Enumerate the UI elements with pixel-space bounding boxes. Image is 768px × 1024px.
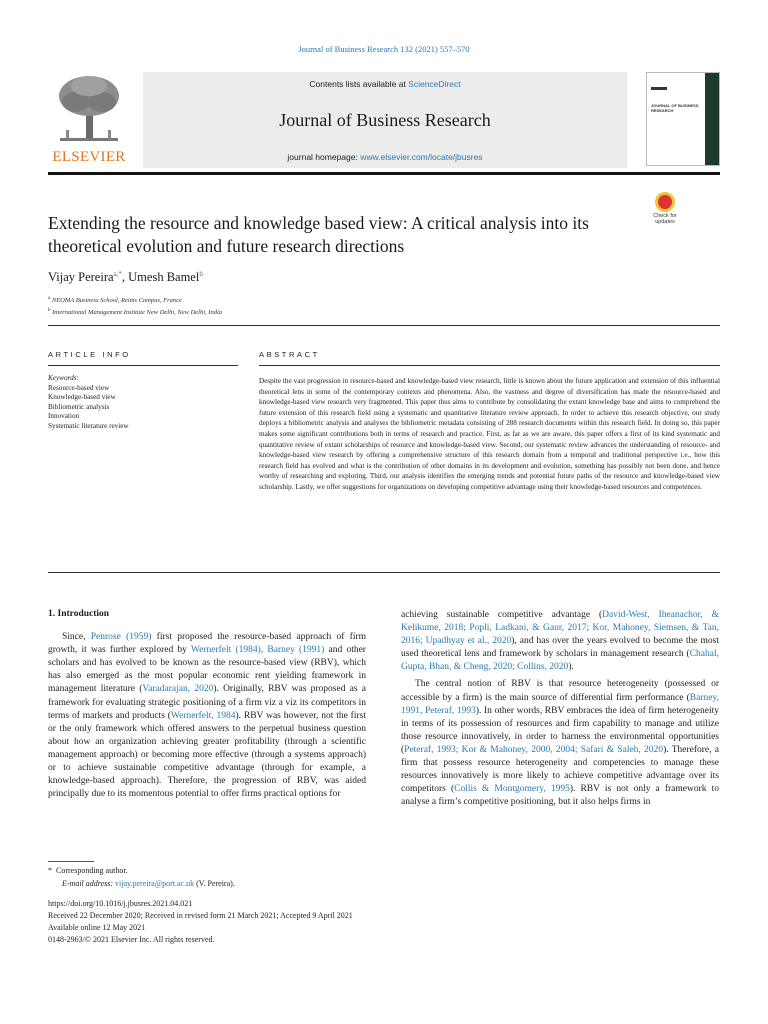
masthead	[48, 70, 720, 170]
text-run: The central notion of RBV is that resource heterogeneity (possessed or accessible by a firm) is the main source of differential firm performance (	[401, 679, 719, 703]
text-run: and other scholars and has evolved to be known as the resource-based view (RBV), which has also emerged as the most popular economic rent yielding framework in management literature (	[48, 645, 366, 695]
homepage-link[interactable]: www.elsevier.com/locate/jbusres	[360, 152, 483, 162]
author-superscript[interactable]: b	[199, 270, 203, 278]
text-run: ). Originally, RBV was proposed as a framework for evaluating strategic positioning of a firm viz a viz its competitors in terms of markets and products (	[48, 684, 366, 721]
journal-cover-thumbnail[interactable]	[646, 72, 720, 166]
citation-link[interactable]: Varadarajan, 2020	[142, 684, 214, 695]
crossmark-icon	[655, 192, 675, 212]
abstract-rule	[259, 365, 720, 366]
sciencedirect-link[interactable]: ScienceDirect	[408, 79, 461, 89]
article-title: Extending the resource and knowledge based view: A critical analysis into its theoretical evolution and future research directions	[48, 213, 589, 256]
affiliation-text: NEOMA Business School, Reims Campus, France	[51, 297, 182, 305]
article-info-heading: ARTICLE INFO	[48, 350, 131, 359]
corresponding-author-note	[48, 866, 128, 875]
text-run: ), and has over the years evolved to become the most used theoretical lens and framework by scholars in management research (	[401, 636, 719, 660]
publisher-name: ELSEVIER	[52, 149, 126, 165]
citation-link[interactable]: Barney, 1991, Peteraf, 1993	[401, 692, 719, 716]
citation-link[interactable]: Wernerfelt (1984), Barney (1991)	[190, 645, 325, 656]
copyright: 0148-2963/© 2021 Elsevier Inc. All rights reserved.	[48, 935, 215, 944]
cover-stripe	[705, 73, 719, 165]
journal-header-band	[143, 72, 627, 168]
citation-link[interactable]: Penrose (1959)	[90, 632, 152, 643]
text-run: ). Therefore, a firm that possess resource heterogeneity and competencies to manage these resources innovatively is more likely to achieve competitive advantage over its competitors (	[401, 744, 719, 795]
email-suffix: (V. Pereira).	[194, 879, 235, 888]
masthead-rule	[48, 172, 720, 175]
keyword-item: Systematic literature review	[48, 421, 129, 430]
affiliation	[48, 308, 222, 316]
cover-logo-bar	[651, 87, 667, 90]
affiliation-text: International Management Institute New Delhi, New Delhi, India	[52, 309, 223, 317]
elsevier-logo	[48, 72, 130, 168]
homepage-line	[143, 152, 627, 162]
email-label: E-mail address:	[62, 879, 116, 888]
citation-link[interactable]: Chahal, Gupta, Bhan, & Cheng, 2020; Collins, 2020	[401, 649, 719, 673]
article-info-rule	[48, 365, 238, 366]
text-run: ). RBV is not only a framework to analyse a firm’s competitive positioning, but it also helps firms in	[401, 784, 720, 808]
keyword-item: Knowledge-based view	[48, 393, 116, 402]
contents-prefix: Contents lists available at	[309, 79, 409, 89]
citation-link[interactable]: David-West, Iheanachor, & Kelikume, 2018; Popli, Ladkani, & Gaur, 2017; Kor, Mahoney, Siemsen, & Tan, 2016; Upadhyay et al., 2020	[401, 610, 719, 647]
tree-logo-icon	[56, 72, 122, 146]
keyword-item: Innovation	[48, 412, 80, 421]
text-run: ). In other words, RBV embraces the idea of firm heterogeneity in terms of its possession of resources and firm capability to manage and utilize those resource innovatively, in order to harness the environmental opportunities (	[401, 705, 719, 755]
cover-title: JOURNAL OF BUSINESS RESEARCH	[651, 103, 699, 113]
author-superscript[interactable]: a,*	[113, 270, 122, 278]
journal-citation[interactable]: Journal of Business Research 132 (2021) 557–570	[298, 44, 470, 54]
journal-title: Journal of Business Research	[279, 110, 491, 130]
text-run: first proposed the resource-based approach of firm growth, it was further explored by	[48, 632, 367, 656]
keywords-label: Keywords:	[48, 374, 79, 382]
citation-link[interactable]: Collis & Montgomery, 1995	[454, 784, 570, 795]
header-divider	[48, 325, 720, 326]
footnote-text: Corresponding author.	[56, 866, 128, 875]
section-heading-introduction: 1. Introduction	[48, 609, 110, 619]
keyword-item: Bibliometric analysis	[48, 402, 110, 411]
footnote-rule	[48, 861, 94, 862]
body-column-right	[401, 609, 719, 809]
contents-line	[143, 79, 627, 89]
paragraph	[48, 631, 366, 801]
received-dates: Received 22 December 2020; Received in revised form 21 March 2021; Accepted 9 April 2021	[48, 911, 353, 920]
footnote-mark: *	[48, 866, 52, 875]
author-name[interactable]: Umesh Bamel	[128, 270, 200, 285]
text-run: ). RBV was however, not the first or the only framework which offered answers to the perpetual business question about how an organization achieving greater profitability (through a scientific management approach) or becoming more effective (through a systems approach) or to achieve sustainable competitive advantage (through for example, a knowledge-based approach). Therefore, the progression of RBV, was aided principally due to its momentous potential to offer firms practical options for	[48, 710, 366, 800]
abstract-bottom-rule	[48, 572, 720, 573]
keywords-block	[48, 374, 238, 432]
affiliation	[48, 296, 182, 304]
text-run: achieving sustainable competitive advantage (	[401, 610, 603, 620]
email-link[interactable]: vijay.pereira@port.ac.uk	[115, 879, 195, 888]
available-online: Available online 12 May 2021	[48, 923, 146, 932]
affiliation-mark: b	[48, 308, 51, 313]
text-run: ).	[568, 662, 574, 673]
author-name[interactable]: Vijay Pereira	[48, 270, 114, 285]
paragraph	[401, 609, 719, 674]
citation-link[interactable]: Peteraf, 1993; Kor & Mahoney, 2000, 2004; Safari & Saleh, 2020	[404, 744, 664, 755]
keyword-item: Resource-based view	[48, 383, 110, 392]
check-for-updates-button[interactable]	[648, 192, 682, 230]
citation-link[interactable]: Wernerfelt, 1984	[170, 710, 236, 721]
homepage-prefix: journal homepage:	[287, 152, 361, 162]
paragraph	[401, 678, 719, 809]
abstract-heading: ABSTRACT	[259, 350, 320, 359]
email-note	[62, 879, 235, 888]
crossmark-label: Check for updates	[653, 213, 677, 225]
doi-link[interactable]: https://doi.org/10.1016/j.jbusres.2021.04.021	[48, 899, 193, 908]
author-line	[48, 270, 203, 285]
text-run: Since,	[62, 632, 91, 643]
author-separator: ,	[121, 270, 129, 285]
affiliation-mark: a	[48, 296, 51, 301]
body-column-left	[48, 608, 366, 801]
abstract-text: Despite the vast progression in resource-based and knowledge-based view research, little is known about the future application and extension of this influential theoretical lens in some of the contemporary contexts and phenomena. Also, the vastness and degree of diversification has made the resource-based and knowledge-based view research very fragmented. This paper thus aims to contribute by consolidating the extant knowledge base and aims to comprehend the future extension of this research field using a systematic and quantitative literature review approach. In order to achieve this research objective, our study deploys a bibliometric analysis and analyses the bibliometric metadata consisting of 288 research documents within this research field. In doing so, this paper makes some significant contributions both in terms of research and practice. First, as far as we are aware, this paper offers a first of its kind systematic and quantitative review of extant scholarships of resource and knowledge-based view. Second, our systematic review advances the understanding of resource- and knowledge-based view research by offering a comprehensive structure of this research domain from a temporal and traditional perspective i.e., how this research field has evolved and what is the contribution of other domains in its development and evolution, something has possibly not been done, and hence worthy of researching and exploring. Third, our analysis identifies the emerging trends and potential future paths of the resource and knowledge-based view scholarship. Lastly, we offer suggestions for organizations on developing competitive advantage using their knowledge-based resources and competences.	[259, 377, 720, 491]
